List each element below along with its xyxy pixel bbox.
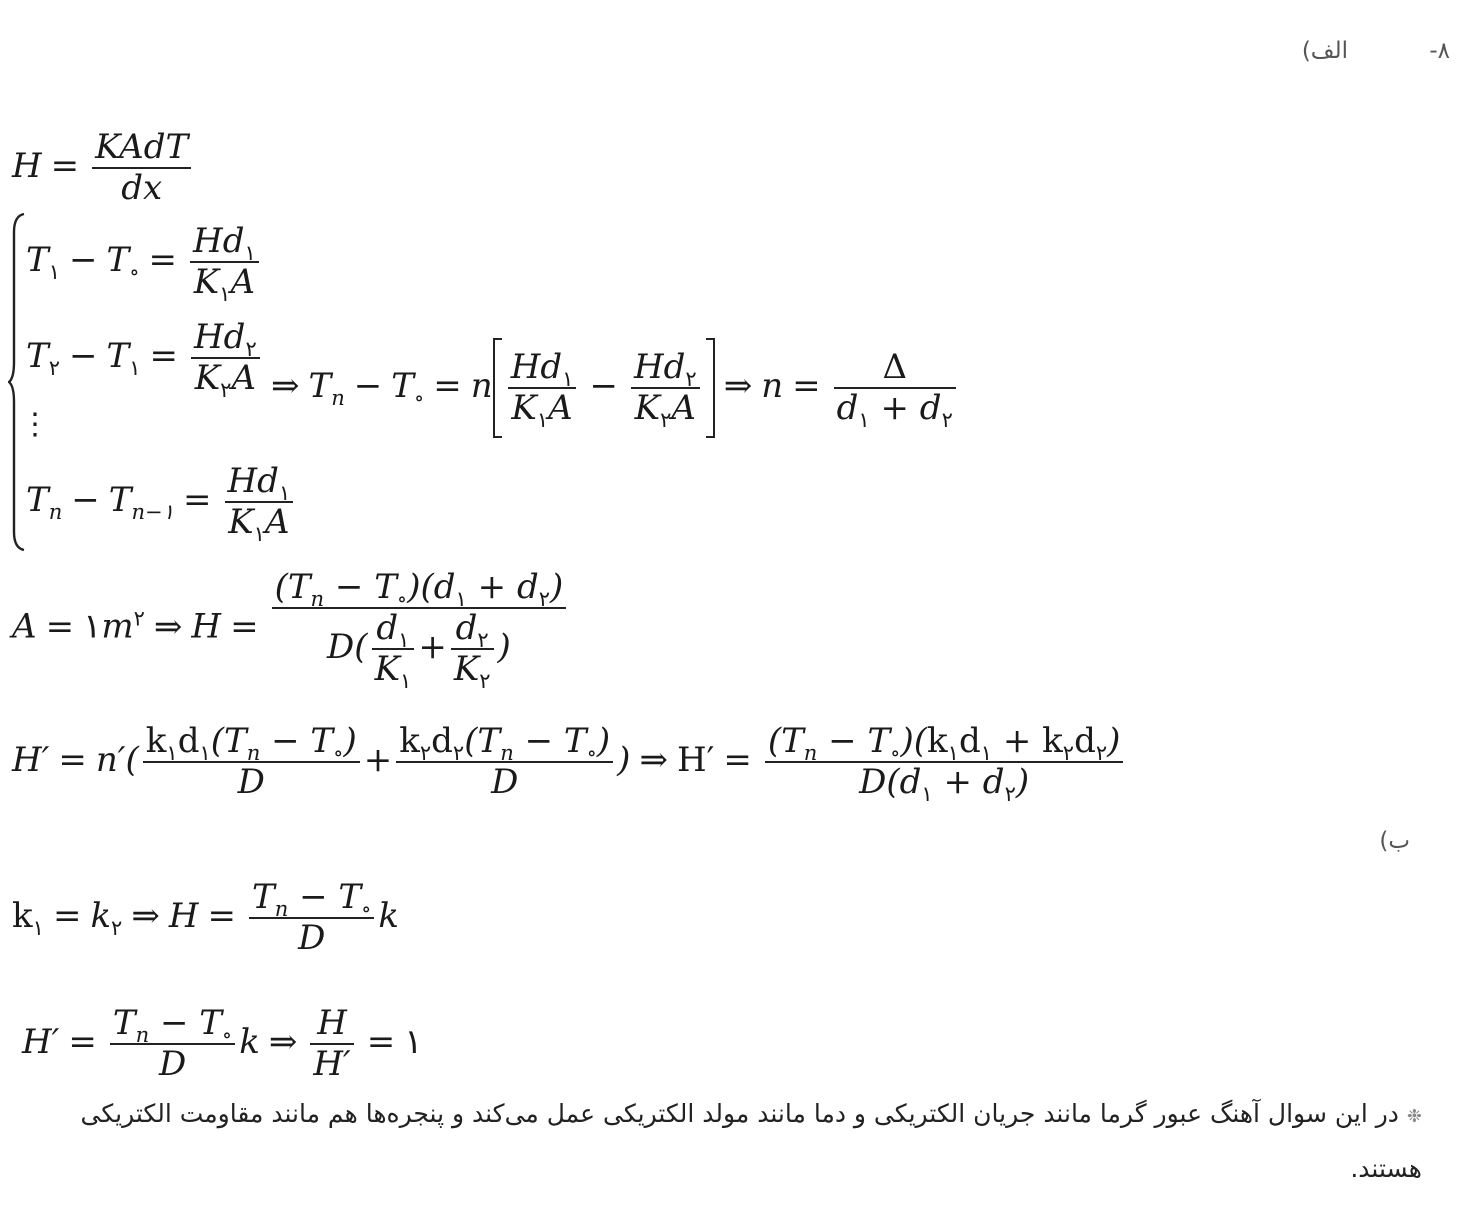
equation-area: $A = ۱m^۲$ ⇒ H = $(T_n - T_\circ)(d_۱ + d_۲)$ D( $\frac{d_۱}{K_۱}$ + $\frac{d_۲}{K_۲}$ ) <box>12 568 570 689</box>
system-line-2: $T_۲ - T_۱$ = $\frac{Hd_۲}{K_۲A}$ <box>26 318 264 398</box>
note-line-1 <box>12 1088 1422 1143</box>
system-brace <box>8 212 26 552</box>
equation-heat-flow: H = $\frac{\text{KAdT}}{dx}$ <box>12 128 195 208</box>
question-number: ۸- <box>1429 38 1450 64</box>
note-bullet-icon: ❉ <box>1406 1106 1422 1127</box>
explanatory-note <box>12 1088 1422 1195</box>
part-a-label: الف) <box>1301 38 1348 64</box>
result-n-equation: ⇒ $T_n - T_\circ = n$ $\frac{Hd_۱}{K_۱A}$ − $\frac{Hd_۲}{K_۲A}$ ⇒ n = $\frac{\Delta}{d_۱ + d_۲}$ <box>262 338 960 438</box>
equation-b-ratio: H′ = $\frac{T_n - T_\circ}{D}$ k ⇒ $\frac{H}{H'}$ = ۱ <box>22 1003 423 1085</box>
part-b-label: ب) <box>1379 828 1410 854</box>
note-line-2: هستند. <box>1350 1154 1422 1183</box>
system-line-1: $T_۱ - T_\circ$ = $\frac{Hd_۱}{K_۱A}$ <box>26 222 263 302</box>
system-dots: ⋮ <box>20 407 50 442</box>
equation-b-equal-k: $k_۱ = k_۲$ ⇒ H = $\frac{T_n - T_\circ}{D}$ k <box>12 877 400 959</box>
system-line-n: $T_n - T_{n-۱}$ = $\frac{Hd_۱}{K_۱A}$ <box>26 462 297 542</box>
note-text-1: در این سوال آهنگ عبور گرما مانند جریان الکتریکی و دما مانند مولد الکتریکی عمل می‌کند و پنجره‌ها هم مانند مقاومت الکتریکی <box>80 1099 1399 1128</box>
equation-h-prime: H′ = n′( $\frac{k_۱d_۱(T_n - T_\circ)}{D}$ + $\frac{k_۲d_۲(T_n - T_\circ)}{D}$ ) ⇒ H′ = $\frac{(T_n - T_\circ)(k_۱d_۱ + k_۲d_۲)}{D(d_۱ + d_۲)}$ <box>12 722 1127 802</box>
